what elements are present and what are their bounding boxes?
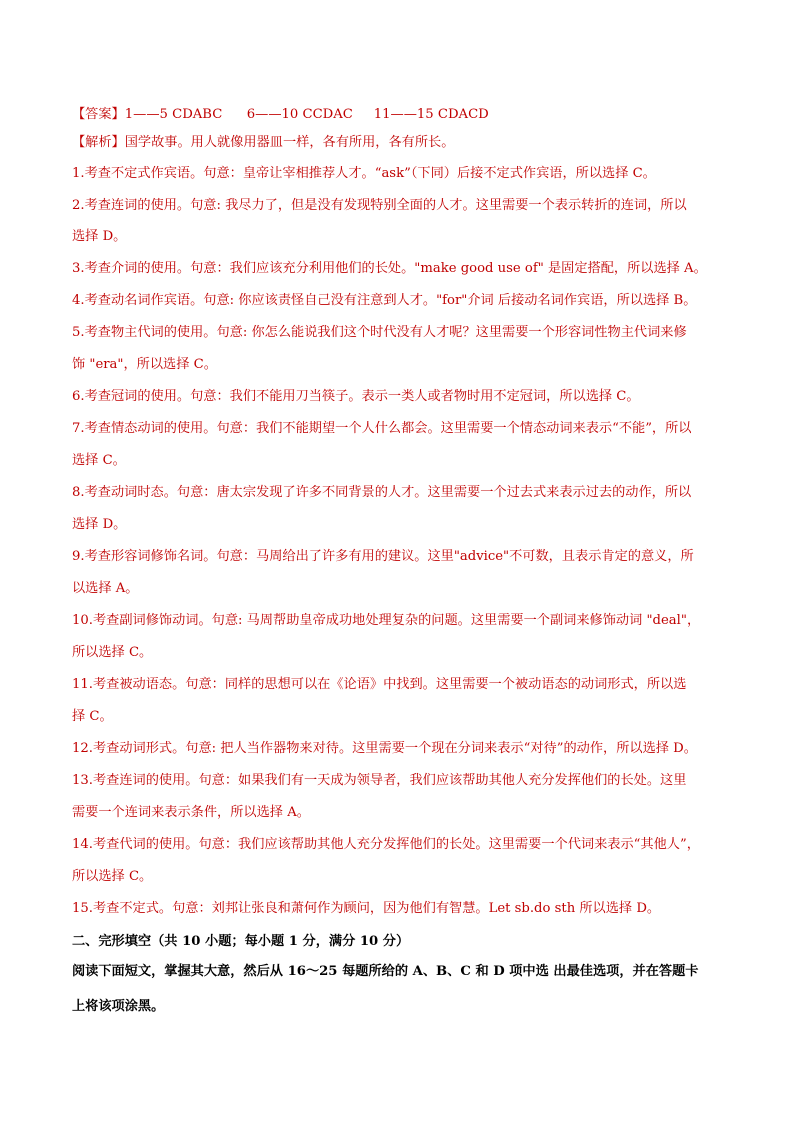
explanation-line: 2.考查连词的使用。句意: 我尽力了，但是没有发现特别全面的人才。这里需要一个表示转折的连词，所以 xyxy=(72,198,687,213)
explanation-line: 14.考查代词的使用。句意：我们应该帮助其他人充分发挥他们的长处。这里需要一个代词来表示“其他人”， xyxy=(72,837,700,852)
explanation-line: 所以选择 C。 xyxy=(72,645,153,660)
explanation-line: 5.考查物主代词的使用。句意: 你怎么能说我们这个时代没有人才呢？这里需要一个形容词性物主代词来修 xyxy=(72,325,687,340)
explanation-line: 选择 D。 xyxy=(72,229,127,244)
analysis-intro: 国学故事。用人就像用器皿一样，各有所用，各有所长。 xyxy=(124,135,455,150)
explanation-line: 8.考查动词时态。句意：唐太宗发现了许多不同背景的人才。这里需要一个过去式来表示过去的动作，所以 xyxy=(72,485,692,500)
explanation-line: 选择 C。 xyxy=(72,453,126,468)
analysis-line xyxy=(72,134,454,152)
explanation-line: 6.考查冠词的使用。句意：我们不能用刀当筷子。表示一类人或者物时用不定冠词，所以选择 C。 xyxy=(72,389,640,404)
explanation-line: 3.考查介词的使用。句意：我们应该充分利用他们的长处。"make good use of" 是固定搭配，所以选择 A。 xyxy=(72,261,707,276)
explanation-line: 12.考查动词形式。句意: 把人当作器物来对待。这里需要一个现在分词来表示“对待”的动作，所以选择 D。 xyxy=(72,741,697,756)
explanation-line: 15.考查不定式。句意：刘邦让张良和萧何作为顾问，因为他们有智慧。Let sb.do sth 所以选择 D。 xyxy=(72,901,661,916)
explanation-line: 9.考查形容词修饰名词。句意：马周给出了许多有用的建议。这里"advice"不可数，且表示肯定的意义，所 xyxy=(72,549,694,564)
explanation-line: 13.考查连词的使用。句意：如果我们有一天成为领导者，我们应该帮助其他人充分发挥他们的长处。这里 xyxy=(72,773,687,788)
answer-line xyxy=(72,103,489,122)
explanation-line: 选择 D。 xyxy=(72,517,127,532)
explanation-line: 饰 "era"，所以选择 C。 xyxy=(72,357,217,372)
explanation-line: 择 C。 xyxy=(72,709,113,724)
explanation-line: 10.考查副词修饰动词。句意: 马周帮助皇帝成功地处理复杂的问题。这里需要一个副词来修饰动词 "deal"， xyxy=(72,613,701,628)
explanation-line: 1.考查不定式作宾语。句意：皇帝让宰相推荐人才。“ask”（下同）后接不定式作宾语，所以选择 C。 xyxy=(72,166,656,181)
answer-group-3: 11——15 CDACD xyxy=(373,107,489,122)
answer-group-1: 1——5 CDABC xyxy=(124,107,223,122)
explanation-line: 需要一个连词来表示条件，所以选择 A。 xyxy=(72,805,310,820)
explanation-line: 11.考查被动语态。句意：同样的思想可以在《论语》中找到。这里需要一个被动语态的动词形式，所以选 xyxy=(72,677,687,692)
section-instruction: 阅读下面短文，掌握其大意，然后从 16～25 每题所给的 A、B、C 和 D 项中选 出最佳选项，并在答题卡 xyxy=(72,964,699,979)
explanation-line: 4.考查动名词作宾语。句意: 你应该责怪自己没有注意到人才。"for"介词 后接动名词作宾语，所以选择 B。 xyxy=(72,293,697,308)
analysis-label: 【解析】 xyxy=(72,135,125,150)
explanation-line: 7.考查情态动词的使用。句意：我们不能期望一个人什么都会。这里需要一个情态动词来表示“不能”，所以 xyxy=(72,421,692,436)
explanation-line: 所以选择 C。 xyxy=(72,869,153,884)
section-instruction: 上将该项涂黑。 xyxy=(72,999,165,1014)
explanation-line: 以选择 A。 xyxy=(72,581,139,596)
section-title: 二、完形填空（共 10 小题；每小题 1 分，满分 10 分） xyxy=(72,934,410,949)
answer-group-2: 6——10 CCDAC xyxy=(246,107,353,122)
answer-label: 【答案】 xyxy=(72,107,125,122)
